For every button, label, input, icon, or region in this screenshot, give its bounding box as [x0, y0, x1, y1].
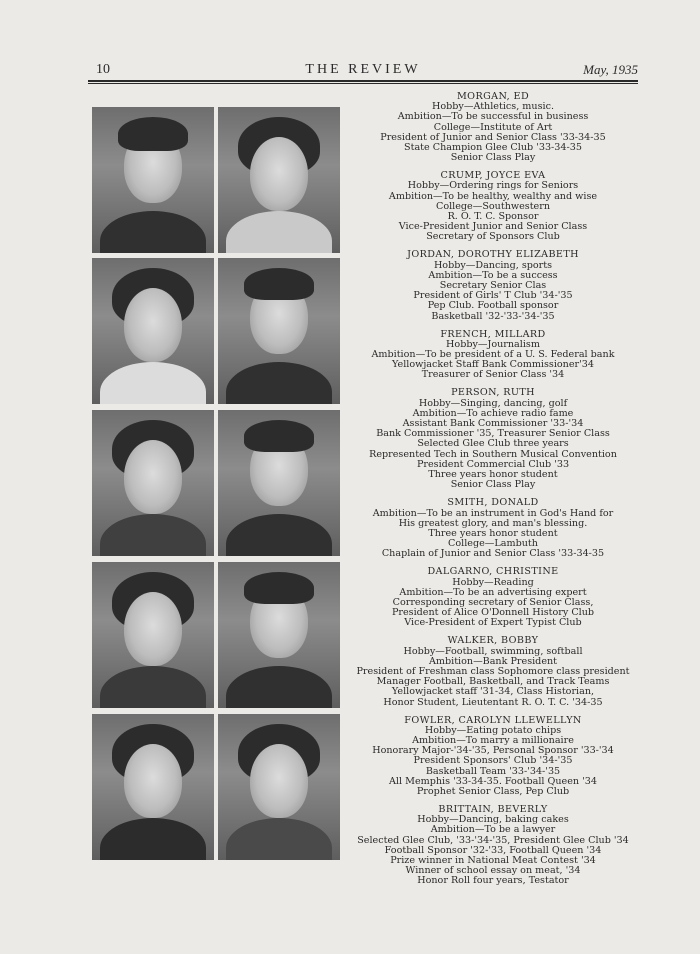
- entry-line: State Champion Glee Club '33-34-35: [404, 142, 582, 154]
- student-name: WALKER, BOBBY: [447, 635, 539, 647]
- portrait-walker-bobby: [218, 562, 340, 708]
- entry-line: Three years honor student: [428, 469, 558, 481]
- header-rule: [88, 80, 638, 82]
- entry-line: Selected Glee Club three years: [417, 438, 569, 450]
- entry-line: Ambition—To marry a millionaire: [412, 734, 574, 746]
- entry-line: All Memphis '33-34-35. Football Queen '34: [389, 775, 597, 787]
- entry-line: Bank Commissioner '35, Treasurer Senior Class: [376, 428, 610, 440]
- senior-entry: [348, 636, 638, 707]
- entry-line: Treasurer of Senior Class '34: [421, 369, 565, 381]
- senior-entry: [348, 330, 638, 381]
- entry-line: Vice-President Junior and Senior Class: [398, 221, 588, 233]
- senior-entry: [348, 567, 638, 628]
- senior-entry: [348, 388, 638, 490]
- entry-line: Football Sponsor '32-'33, Football Queen '34: [384, 844, 602, 856]
- portrait-fowler-carolyn-llewellyn: [92, 714, 214, 860]
- entry-line: Corresponding secretary of Senior Class,: [392, 596, 594, 608]
- student-name: DALGARNO, CHRISTINE: [427, 566, 559, 578]
- page-number: 10: [96, 62, 110, 77]
- senior-entry: [348, 498, 638, 559]
- entry-line: Assistant Bank Commissioner '33-'34: [402, 418, 584, 430]
- student-name: PERSON, RUTH: [451, 387, 535, 399]
- page-header: [88, 60, 638, 82]
- entry-line: Secretary Senior Clas: [439, 280, 547, 292]
- portrait-smith-donald: [218, 410, 340, 556]
- portrait-crump-joyce-eva: [218, 107, 340, 253]
- entry-line: Vice-President of Expert Typist Club: [404, 617, 582, 629]
- entry-line: Honorary Major-'34-'35, Personal Sponsor '33-'34: [372, 745, 614, 757]
- senior-entry: [348, 716, 638, 798]
- entry-line: Winner of school essay on meat, '34: [405, 865, 581, 877]
- entry-line: Basketball Team '33-'34-'35: [425, 765, 561, 777]
- entry-line: Ambition—To be a success: [428, 269, 558, 281]
- entry-line: President of Alice O'Donnell History Club: [391, 607, 595, 619]
- senior-entry: [348, 171, 638, 242]
- entry-line: College—Lambuth: [448, 538, 538, 550]
- entry-line: Prize winner in National Meat Contest '34: [390, 854, 596, 866]
- entry-line: Ambition—To be an advertising expert: [399, 586, 587, 598]
- entry-line: Honor Student, Lieutentant R. O. T. C. '34-35: [383, 696, 603, 708]
- entry-line: Selected Glee Club, '33-'34-'35, President Glee Club '34: [357, 834, 629, 846]
- portrait-morgan-ed: [92, 107, 214, 253]
- entry-line: President of Girls' T Club '34-'35: [413, 290, 573, 302]
- portrait-brittain-beverly: [218, 714, 340, 860]
- entry-line: R. O. T. C. Sponsor: [447, 211, 539, 223]
- entry-line: Yellowjacket Staff Bank Commissioner'34: [392, 359, 594, 371]
- entry-line: Basketball '32-'33-'34-'35: [431, 310, 555, 322]
- entry-line: College—Institute of Art: [433, 121, 553, 133]
- entry-line: Chaplain of Junior and Senior Class '33-34-35: [381, 548, 605, 560]
- senior-entry: [348, 805, 638, 887]
- entry-line: President Commercial Club '33: [416, 458, 570, 470]
- issue-date: May, 1935: [583, 62, 638, 77]
- entry-line: Ambition—To be healthy, wealthy and wise: [388, 190, 598, 202]
- entry-line: Hobby—Athletics, music.: [432, 101, 554, 113]
- entry-line: His greatest glory, and man's blessing.: [398, 517, 588, 529]
- entry-line: President of Junior and Senior Class '33-34-35: [380, 131, 606, 143]
- entry-line: Hobby—Reading: [452, 576, 534, 588]
- portrait-person-ruth: [92, 410, 214, 556]
- entry-line: Hobby—Journalism: [446, 338, 540, 350]
- entry-line: Secretary of Sponsors Club: [426, 231, 560, 243]
- senior-entry: [348, 250, 638, 321]
- entry-line: Pep Club. Football sponsor: [427, 300, 559, 312]
- header-rule-thin: [88, 83, 638, 84]
- student-name: BRITTAIN, BEVERLY: [438, 803, 548, 815]
- entry-line: Ambition—To be an instrument in God's Hand for: [372, 507, 614, 519]
- entry-line: Yellowjacket staff '31-34, Class Historian,: [391, 686, 595, 698]
- senior-entry: [348, 92, 638, 163]
- student-name: CRUMP, JOYCE EVA: [440, 170, 546, 182]
- entry-line: Ambition—To be a lawyer: [430, 824, 556, 836]
- student-name: FOWLER, CAROLYN LLEWELLYN: [404, 714, 582, 726]
- entry-line: Hobby—Dancing, sports: [433, 259, 553, 271]
- student-name: FRENCH, MILLARD: [440, 328, 546, 340]
- portrait-dalgarno-christine: [92, 562, 214, 708]
- entry-line: Hobby—Dancing, baking cakes: [417, 814, 569, 826]
- entry-line: Hobby—Eating potato chips: [424, 724, 562, 736]
- entry-line: Prophet Senior Class, Pep Club: [416, 785, 570, 797]
- entry-line: President of Freshman class Sophomore class president: [356, 665, 630, 677]
- portrait-french-millard: [218, 258, 340, 404]
- entry-line: Ambition—To achieve radio fame: [412, 407, 574, 419]
- entry-line: Hobby—Singing, dancing, golf: [418, 397, 568, 409]
- publication-title: THE REVIEW: [305, 62, 421, 77]
- entry-line: President Sponsors' Club '34-'35: [413, 755, 573, 767]
- student-name: SMITH, DONALD: [447, 497, 539, 509]
- entry-line: Senior Class Play: [450, 152, 536, 164]
- entry-line: Three years honor student: [428, 527, 558, 539]
- portrait-jordan-dorothy-elizabeth: [92, 258, 214, 404]
- entry-line: Senior Class Play: [450, 479, 536, 491]
- entry-line: Manager Football, Basketball, and Track Teams: [376, 676, 610, 688]
- entry-line: Honor Roll four years, Testator: [417, 875, 569, 887]
- entry-line: Ambition—To be successful in business: [397, 111, 589, 123]
- student-name: MORGAN, ED: [456, 91, 530, 102]
- entry-line: Represented Tech in Southern Musical Convention: [369, 448, 617, 460]
- entry-line: Ambition—Bank President: [428, 655, 558, 667]
- senior-entries: [348, 92, 638, 894]
- entry-line: Ambition—To be president of a U. S. Federal bank: [371, 349, 615, 361]
- entry-line: Hobby—Ordering rings for Seniors: [407, 180, 579, 192]
- entry-line: Hobby—Football, swimming, softball: [403, 645, 583, 657]
- entry-line: College—Southwestern: [435, 200, 550, 212]
- student-name: JORDAN, DOROTHY ELIZABETH: [407, 249, 579, 261]
